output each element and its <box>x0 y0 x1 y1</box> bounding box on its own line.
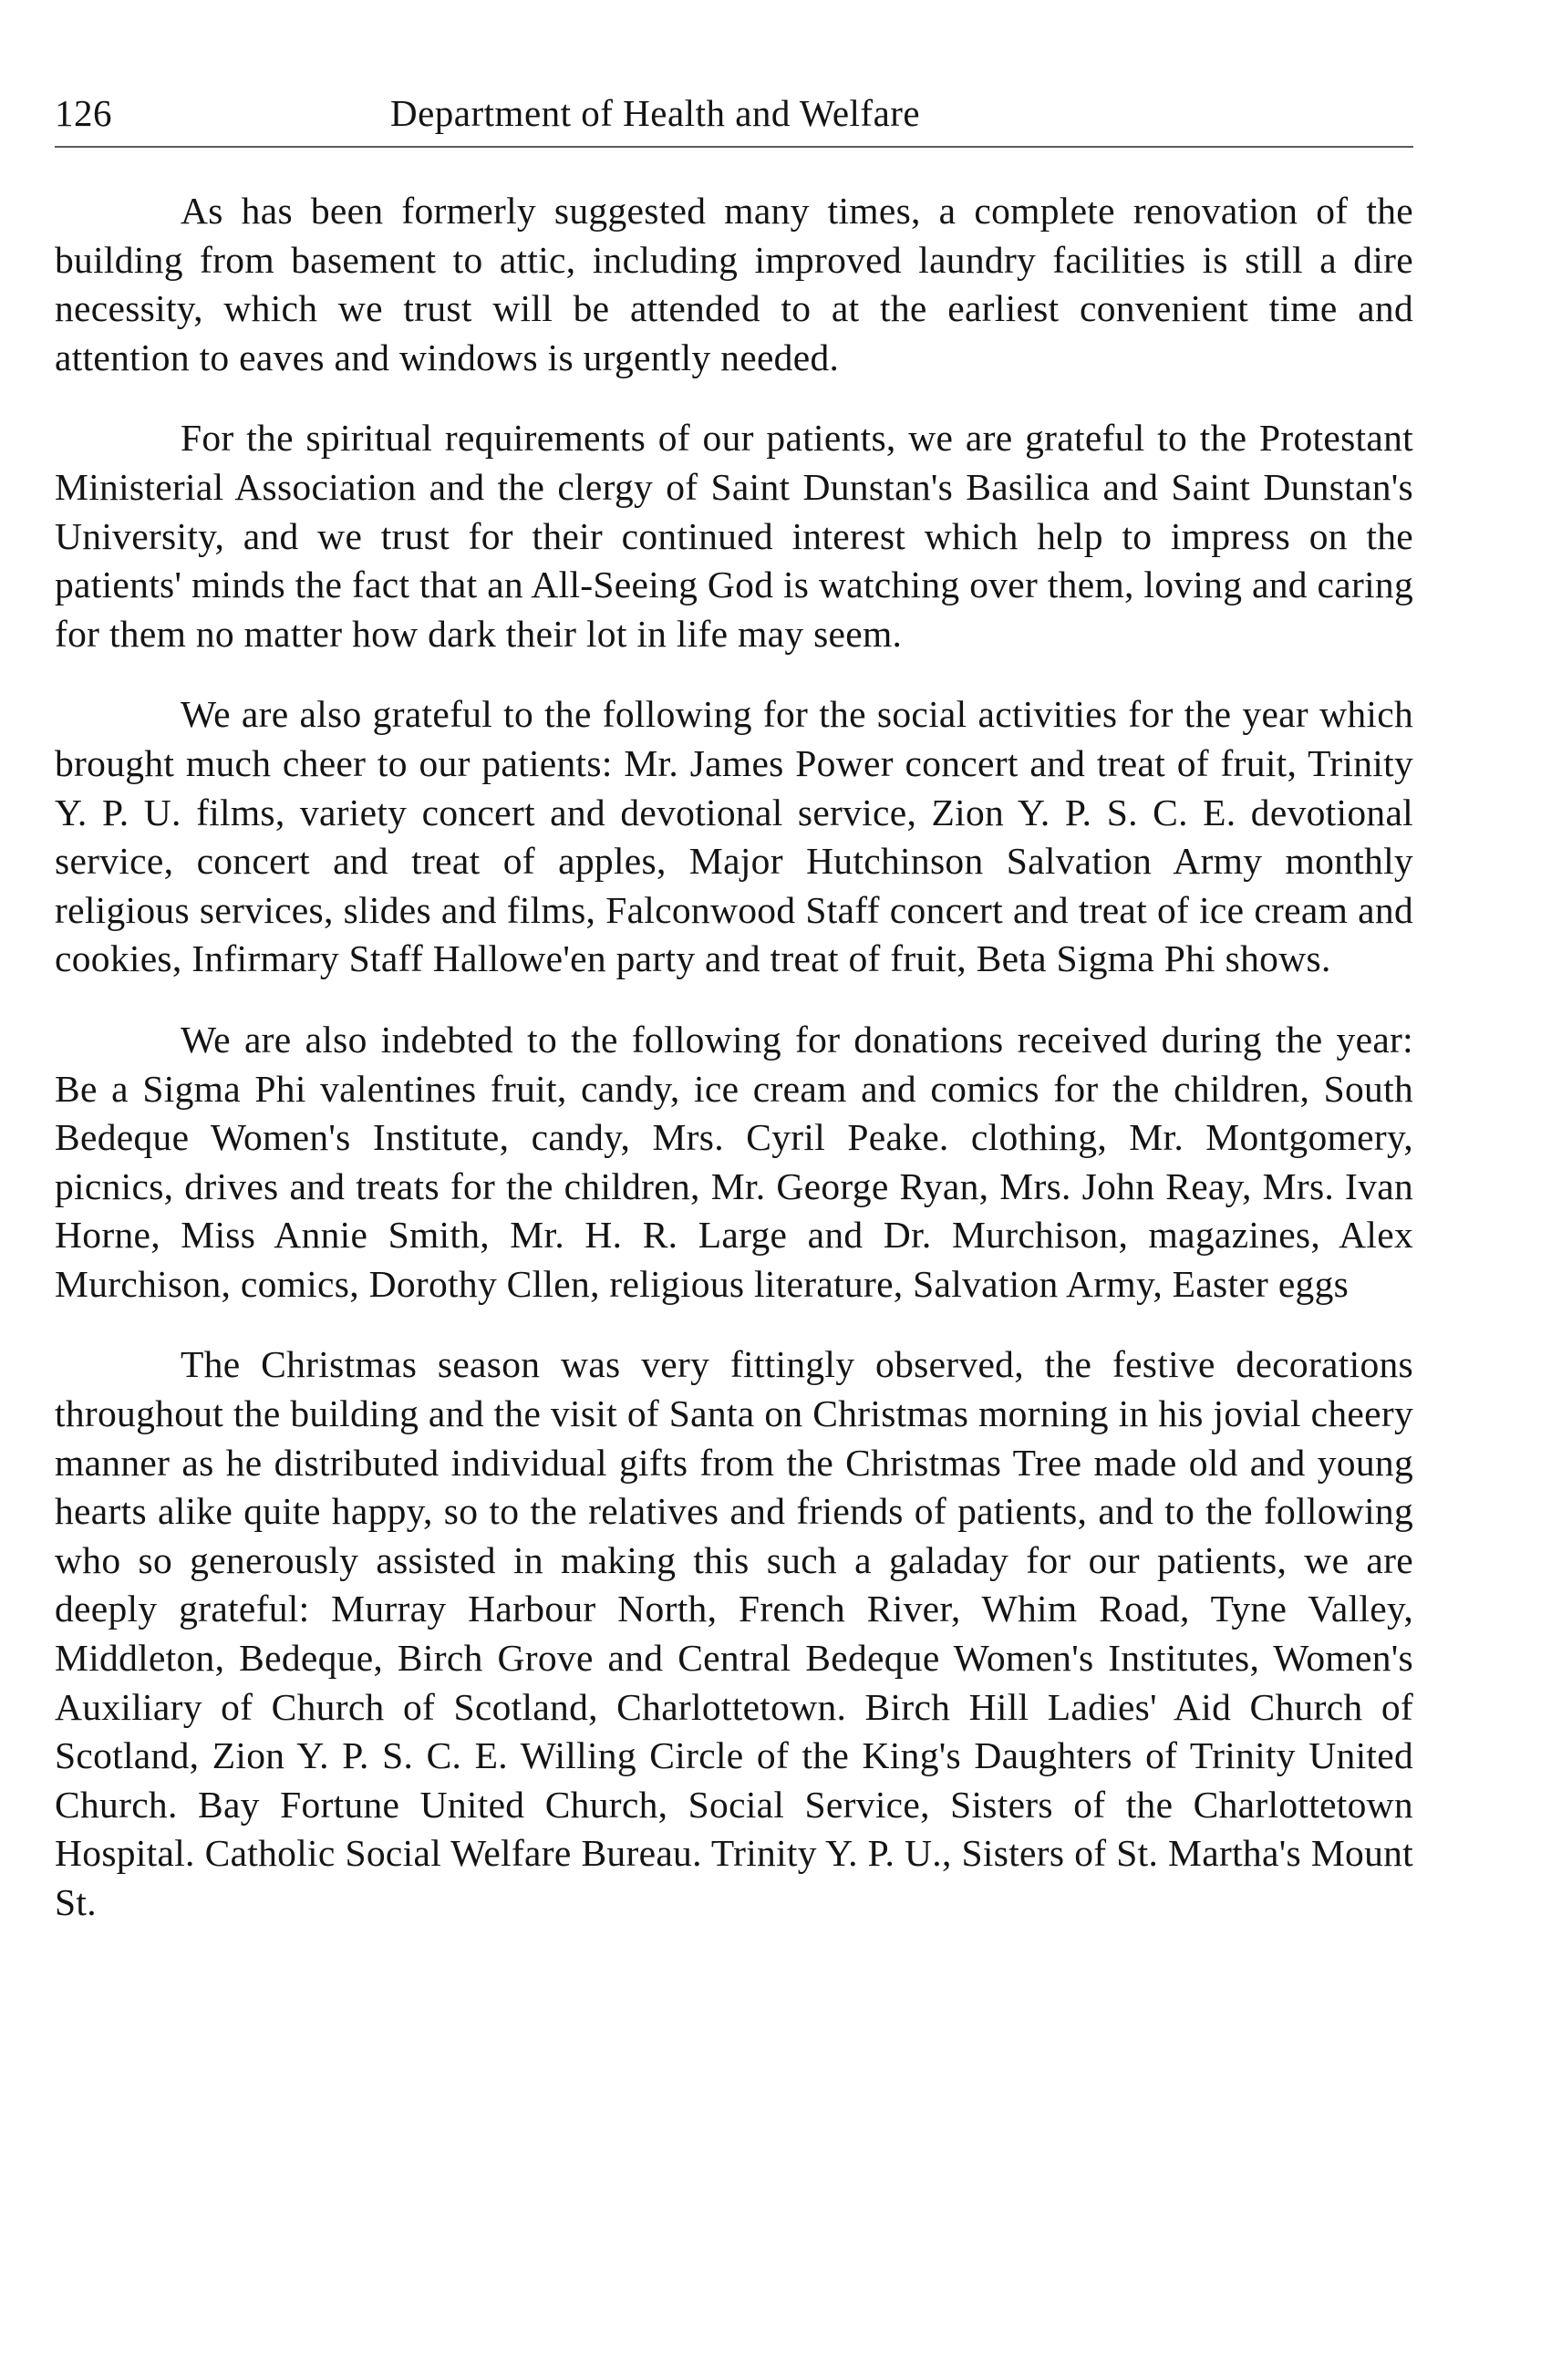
paragraph-spiritual-requirements: For the spiritual requirements of our patients, we are grateful to the Protestant Ministerial Association and the clergy of Saint Dunstan's Basilica and Saint Dunstan's University, and we trust for their continued interest which help to impress on the patients' minds the fact that an All-Seeing God is watching over them, loving and caring for them no matter how dark their lot in life may seem. <box>55 417 1413 655</box>
page-number: 126 <box>55 92 112 134</box>
paragraph-christmas-season: The Christmas season was very fittingly observed, the festive decorations throughout the building and the visit of Santa on Christmas morning in his jovial cheery manner as he distributed individual gifts from the Christmas Tree made old and young hearts alike quite happy, so to the relatives and friends of patients, and to the following who so generously assisted in making this such a galaday for our patients, we are deeply grateful: Murray Harbour North, French River, Whim Road, Tyne Valley, Middleton, Bedeque, Birch Grove and Central Bedeque Women's Institutes, Women's Auxiliary of Church of Scotland, Charlottetown. Birch Hill Ladies' Aid Church of Scotland, Zion Y. P. S. C. E. Willing Circle of the King's Daughters of Trinity United Church. Bay Fortune United Church, Social Service, Sisters of the Charlottetown Hospital. Catholic Social Welfare Bureau. Trinity Y. P. U., Sisters of St. Martha's Mount St. <box>55 1343 1413 1923</box>
running-title: Department of Health and Welfare <box>390 92 921 134</box>
body-text <box>55 187 1413 1928</box>
paragraph-donations: We are also indebted to the following for donations received during the year: Be a Sigma Phi valentines fruit, candy, ice cream and comics for the children, South Bedeque Women's Institute, candy, Mrs. Cyril Peake. clothing, Mr. Montgomery, picnics, drives and treats for the children, Mr. George Ryan, Mrs. John Reay, Mrs. Ivan Horne, Miss Annie Smith, Mr. H. R. Large and Dr. Murchison, magazines, Alex Murchison, comics, Dorothy Cllen, religious literature, Salvation Army, Easter eggs <box>55 1018 1413 1305</box>
document-page <box>55 0 1413 2380</box>
running-header <box>55 91 1413 148</box>
paragraph-social-activities: We are also grateful to the following for the social activities for the year which brought much cheer to our patients: Mr. James Power concert and treat of fruit, Trinity Y. P. U. films, variety concert and devotional service, Zion Y. P. S. C. E. devotional service, concert and treat of apples, Major Hutchinson Salvation Army monthly religious services, slides and films, Falconwood Staff concert and treat of ice cream and cookies, Infirmary Staff Hallowe'en party and treat of fruit, Beta Sigma Phi shows. <box>55 693 1413 980</box>
paragraph-renovation: As has been formerly suggested many times, a complete renovation of the building from basement to attic, including improved laundry facilities is still a dire necessity, which we trust will be attended to at the earliest convenient time and attention to eaves and windows is urgently needed. <box>55 190 1413 378</box>
